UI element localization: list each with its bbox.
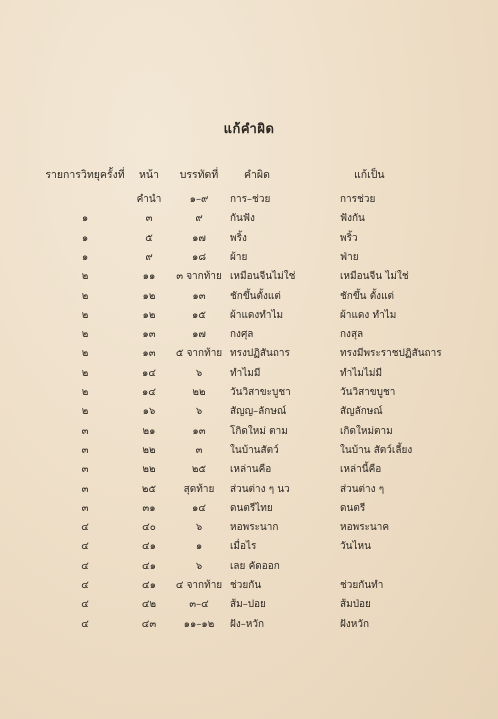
wrong-word-cell: เหล่านคือ [230,464,272,476]
table-row [0,288,498,306]
table-row [0,326,498,344]
correction-cell: หอพระนาค [340,522,390,534]
round-cell: ๓ [81,444,89,456]
page-cell: ๑๓ [142,329,156,341]
round-cell: ๑ [81,232,89,244]
correction-cell: ช่วยกันทำ [340,580,384,591]
line-cell: ๑๓ [192,425,206,437]
table-row [0,577,498,595]
page-cell: ๒๒ [142,464,156,476]
correction-cell: พริ้ว [340,232,358,244]
correction-cell: สัญลักษณ์ [340,406,383,418]
table-row [0,345,498,363]
round-cell: ๒ [81,329,89,341]
table-row [0,558,498,576]
wrong-word-cell: ในบ้านสัตว์ [230,444,279,456]
line-cell: สุดท้าย [183,483,215,495]
wrong-word-cell: ชักขึ้นตั้งแต่ [230,290,281,302]
table-row [0,210,498,228]
correction-cell: เกิดใหม่ตาม [340,425,393,437]
correction-cell: ฝังหวัก [340,618,370,630]
line-cell: ๖ [195,560,203,572]
page-cell: ๔๓ [141,618,157,630]
page-cell: ๔๐ [142,522,156,534]
round-cell: ๓ [81,425,89,437]
line-cell: ๓ [195,444,203,456]
round-cell: ๒ [81,367,89,379]
page-title: แก้คำผิด [223,122,275,137]
line-cell: ๒๕ [191,464,207,476]
round-cell: ๔ [81,541,89,553]
page-cell: ๑๓ [142,348,156,360]
table-row [0,442,498,460]
page-cell: ๒๕ [141,483,157,495]
correction-cell: การช่วย [340,194,376,205]
round-cell: ๔ [81,580,89,591]
round-cell: ๒ [81,387,89,398]
table-row [0,249,498,267]
wrong-word-cell: สัญญ–ลักษณ์ [230,406,287,418]
page-cell: ๔๑ [142,560,156,572]
line-cell: ๑๑–๑๒ [183,618,215,630]
wrong-word-cell: โกิดใหม่ ตาม [230,425,288,437]
round-cell: ๒ [81,290,89,302]
page-cell: ๑๔ [142,367,156,379]
line-cell: ๑๓ [192,290,206,302]
round-cell: ๔ [81,599,89,611]
page-cell: ๑๒ [142,309,156,321]
table-row [0,423,498,441]
round-cell: ๒ [81,309,89,321]
round-cell: ๔ [81,522,89,534]
wrong-word-cell: เหมือนจีนไม่ใช่ [230,271,296,283]
correction-cell: ผ้าแดง ทำไม [340,309,397,321]
table-row [0,500,498,518]
line-cell: ๑ [195,541,203,553]
table-row [0,538,498,556]
correction-cell: ทำไมไม่มี [340,367,383,379]
table-row [0,230,498,248]
wrong-word-cell: ดนตรีไทย [230,502,273,514]
page-cell: ๔๒ [141,599,157,611]
wrong-word-cell: เมื่อไร [230,541,257,553]
table-header [0,166,498,184]
line-cell: ๖ [195,367,203,379]
line-cell: ๓ จากท้าย [176,271,222,283]
page-cell: ๓ [145,213,153,225]
wrong-word-cell: ผ้าแดงทำไม [230,309,284,321]
correction-cell: ส่วนต่าง ๆ [340,483,385,495]
wrong-word-cell: ผ้าย [230,251,248,263]
round-cell: ๒ [81,348,89,360]
page-cell: คำนำ [136,194,162,205]
line-cell: ๑๕ [192,309,206,321]
wrong-word-cell: เลย คัดออก [230,560,280,572]
line-cell: ๖ [195,522,203,534]
correction-cell: ในบ้าน สัตว์เลี้ยง [340,444,413,456]
table-row [0,461,498,479]
line-cell: ๑๘ [191,251,207,263]
correction-cell: กงสุล [340,329,364,341]
wrong-word-cell: กันฟัง [230,213,255,225]
page-cell: ๔๑ [142,580,156,591]
table-row [0,307,498,325]
wrong-word-cell: วันวิสาขะบูชา [230,387,291,398]
wrong-word-cell: ทรงปฏิสันถาร [230,348,290,360]
page-cell: ๑๔ [142,387,156,398]
correction-cell: ส้มป่อย [340,599,371,611]
page-cell: ๙ [145,251,153,263]
line-cell: ๑๗ [192,329,206,341]
table-row [0,481,498,499]
table-row [0,191,498,209]
page-cell: ๔๑ [142,541,156,553]
wrong-word-cell: ส้ม–ปอย [230,599,266,611]
page-cell: ๕ [145,232,153,244]
line-cell: ๑๔ [192,502,206,514]
wrong-word-cell: ฝัง–หวัก [230,618,265,630]
correction-cell: ดนตรี [340,502,366,514]
round-cell: ๔ [81,618,89,630]
line-cell: ๑๗ [192,232,206,244]
correction-cell: เหมือนจีน ไม่ใช่ [340,271,409,283]
header-wrong: คำผิด [244,169,270,181]
table-row [0,268,498,286]
header-page: หน้า [139,169,159,181]
wrong-word-cell: ทำไมมี [230,367,261,379]
line-cell: ๙ [195,213,203,225]
page-cell: ๒๑ [142,425,156,437]
page-cell: ๒๒ [142,444,156,456]
table-row [0,384,498,402]
correction-cell: วันไหน [340,541,371,553]
wrong-word-cell: พริ้ง [230,232,247,244]
round-cell: ๓ [81,464,89,476]
line-cell: ๓–๔ [189,599,209,611]
table-row [0,519,498,537]
round-cell: ๑ [81,251,89,263]
line-cell: ๑–๙ [189,194,209,205]
table-row [0,596,498,614]
wrong-word-cell: การ–ช่วย [230,194,271,205]
page-cell: ๑๒ [142,290,156,302]
page-cell: ๓๑ [142,502,156,514]
round-cell: ๒ [81,271,89,283]
line-cell: ๕ จากท้าย [175,348,223,360]
correction-cell: ฟังกัน [340,213,365,225]
header-line: บรรทัดที่ [179,169,219,181]
header-round: รายการวิทยุครั้งที่ [45,169,125,181]
correction-cell: ทรงมีพระราชปฏิสันถาร [340,348,442,360]
round-cell: ๓ [81,483,89,495]
wrong-word-cell: หอพระนาก [230,522,279,534]
line-cell: ๔ จากท้าย [175,580,223,591]
table-row [0,365,498,383]
correction-cell: เหล่านี้คือ [340,464,382,476]
round-cell: ๓ [81,502,89,514]
correction-cell: วันวิสาขบูชา [340,387,396,398]
page-cell: ๑๖ [142,406,156,418]
round-cell: ๔ [81,560,89,572]
correction-cell: ชักขึ้น ตั้งแต่ [340,290,395,302]
line-cell: ๖ [195,406,203,418]
header-correct: แก้เป็น [354,169,385,181]
wrong-word-cell: ช่วยกัน [230,580,262,591]
round-cell: ๒ [81,406,89,418]
correction-cell: ฟ่าย [340,251,359,263]
wrong-word-cell: ส่วนต่าง ๆ นว [230,483,290,495]
table-row [0,616,498,634]
table-row [0,403,498,421]
wrong-word-cell: กงศุล [230,329,254,341]
page-cell: ๑๑ [142,271,156,283]
line-cell: ๒๒ [192,387,206,398]
round-cell: ๑ [81,213,89,225]
